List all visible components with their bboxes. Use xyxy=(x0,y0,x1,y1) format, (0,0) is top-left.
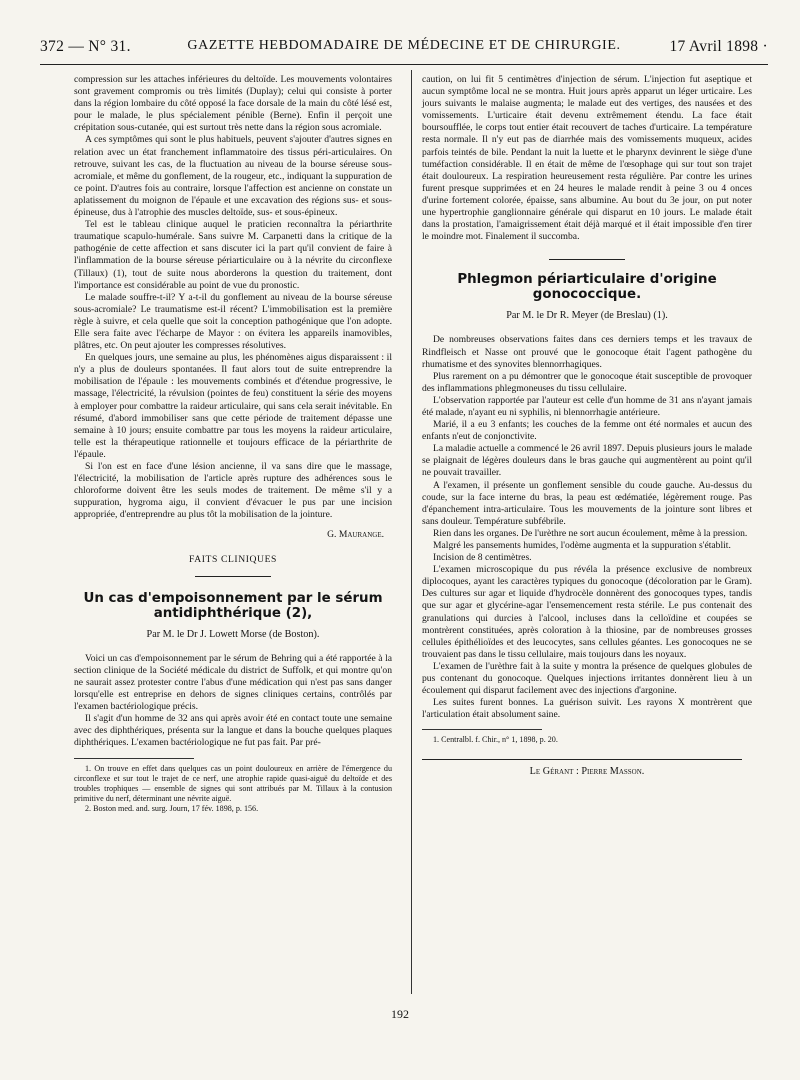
footnote-rule xyxy=(74,758,194,759)
paragraph: En quelques jours, une semaine au plus, les phénomènes aigus disparaissent : il n'y a plus de douleurs spontanées. Il faut alors tout de suite entreprendre la mobilisation de l'épaule : les mouvements combinés et d'étendue progressive, le massage, l'électricité, la révulsion (pointes de feu) constituent la série des moyens à employer pour combattre la raideur articulaire, qui sans cela serait inévitable. En résumé, d'abord immobiliser sans que cette période de traitement dépasse une semaine à 10 jours; ensuite combattre par tous les moyens la raideur articulaire, telle est la thérapeutique rationnelle et toujours efficace de la périarthrite de l'épaule. xyxy=(74,352,392,460)
paragraph: Voici un cas d'empoisonnement par le sérum de Behring qui a été rapportée à la section clinique de la Société médicale du district de Suffolk, et qui montre qu'on ne saurait assez protester contre l'abus d'une médication qui n'est pas sans danger lorsqu'elle est entreprise en dehors de signes cliniques certains, contrôlés par l'examen bactériologique précis. xyxy=(74,652,392,713)
signature-text: G. Maurange. xyxy=(327,529,384,541)
paragraph: De nombreuses observations faites dans ces derniers temps et les travaux de Rindfleisch et Nasse ont prouvé que le gonocoque était l'agent pathogène du rhumatisme et des synovites blennorrhagiques. xyxy=(422,334,752,370)
paragraph: compression sur les attaches inférieures du deltoïde. Les mouvements volontaires sont gravement compromis ou très limités (Duplay); celui qui consiste à porter dans la région lombaire du côté opposé la face dorsale de la main du côté lésé est, pour le malade, le plus spécialement pénible (Berne). Enfin il perçoit une crépitation sous-cutanée, qui est surtout très nette dans la région sous acromiale. xyxy=(74,74,392,134)
section-label: FAITS CLINIQUES xyxy=(189,553,277,565)
article-byline: Par M. le Dr R. Meyer (de Breslau) (1). xyxy=(506,310,668,322)
paragraph: L'observation rapportée par l'auteur est celle d'un homme de 31 ans n'ayant jamais été malade, n'ayant eu ni syphilis, ni blennorrhagie antérieure. xyxy=(422,394,752,418)
paragraph: Tel est le tableau clinique auquel le praticien reconnaîtra la périarthrite traumatique scapulo-humérale. Sans suivre M. Carpanetti dans la critique de la pathogénie de cette affection et sans discuter ici la part qu'il convient de faire à l'inflammation de la bourse séreuse périarticulaire ou à la névrite du circonflexe (Tillaux) (1), tout de suite nous aborderons la question du traitement, dont l'importance est considérable au point de vue du pronostic. xyxy=(74,219,392,291)
footnote: 2. Boston med. and. surg. Journ, 17 fév. 1898, p. 156. xyxy=(85,803,259,813)
bottom-rule xyxy=(422,759,742,760)
folio-number: 192 xyxy=(391,1007,409,1021)
section-rule xyxy=(549,259,625,260)
right-column xyxy=(422,74,752,779)
paragraph: Il s'agit d'un homme de 32 ans qui après avoir été en contact toute une semaine avec des diphthériques, présenta sur la langue et dans la bouche quelques plaques diphthériques. L'examen bactériologique ne fut pas fait. Par pré- xyxy=(74,713,392,749)
header-rule xyxy=(40,64,768,65)
paragraph: La maladie actuelle a commencé le 26 avril 1897. Depuis plusieurs jours le malade se plaignait de légères douleurs dans le bras gauche qui augmentèrent au point qu'il ne pouvait travailler. xyxy=(422,443,752,479)
paragraph: Plus rarement on a pu démontrer que le gonocoque était susceptible de provoquer des inflammations phlegmoneuses du tissu cellulaire. xyxy=(422,370,752,394)
paragraph: A ces symptômes qui sont le plus habituels, peuvent s'ajouter d'autres signes en relation avec un état franchement inflammatoire des tissus péri-articulaires. On retrouve, suivant les cas, de la fluctuation au niveau de la bourse séreuse sous-acromiale, et même du gonflement, de la rougeur, etc., indiquant la suppuration de ce point. D'autres fois au contraire, lorsque l'affection est ancienne on constate un aplatissement du moignon de l'épaule et une excavation des régions sus- et sous-épineuse, dus à l'atrophie des muscles deltoïde, sus- et sous-épineux. xyxy=(74,134,392,219)
author-signature xyxy=(74,529,384,541)
paragraph: Les suites furent bonnes. La guérison suivit. Les rayons X montrèrent que l'articulation était absolument saine. xyxy=(422,697,752,721)
left-column xyxy=(74,74,392,814)
paragraph: A l'examen, il présente un gonflement sensible du coude gauche. Au-dessus du coude, sur la face interne du bras, la peau est œdématiée, légèrement rouge. Pas d'épanchement intra-articulaire. Tous les mouvements de la jointure sont libres et sans douleur. Température subfébrile. xyxy=(422,479,752,527)
paragraph: Marié, il a eu 3 enfants; les couches de la femme ont été normales et aucun des enfants n'eut de conjonctivite. xyxy=(422,419,752,443)
page-number: 372 — N° 31. xyxy=(40,38,131,55)
article-title: Phlegmon périarticulaire d'origine gonococcique. xyxy=(457,272,717,303)
footnote: 1. On trouve en effet dans quelques cas un point douloureux en arrière de l'émergence du circonflexe et sur tout le trajet de ce nerf, une atrophie rapide quasi-aiguë du deltoïde et des troubles trophiques — ensemble de signes qui sont attribués par M. Tillaux à la contusion primitive du nerf, déterminant une névrite aiguë. xyxy=(74,763,392,803)
running-header xyxy=(40,38,768,58)
article-byline: Par M. le Dr J. Lowett Morse (de Boston). xyxy=(146,628,320,640)
section-rule xyxy=(195,576,271,577)
journal-title: GAZETTE HEBDOMADAIRE DE MÉDECINE ET DE CHIRURGIE. xyxy=(187,38,621,53)
paragraph: L'examen de l'urèthre fait à la suite y montra la présence de quelques globules de pus contenant du gonocoque. Quelques injections irritantes donnèrent lieu à un écoulement qui disparut facilement avec des injections d'argonine. xyxy=(422,660,752,697)
paragraph: Le malade souffre-t-il? Y a-t-il du gonflement au niveau de la bourse séreuse sous-acromiale? Le traumatisme est-il récent? L'immobilisation est la première règle à suivre, et cela quelle que soit la conception pathogénique que l'on adopte. Elle sera faite avec l'écharpe de Mayor : on évitera les appareils inamovibles, plâtres, etc. On peut ajouter les compresses résolutives. xyxy=(74,291,392,352)
publisher-text: Le Gérant : Pierre Masson. xyxy=(529,766,645,778)
article-title: Un cas d'empoisonnement par le sérum antidiphthérique (2), xyxy=(83,590,383,621)
paragraph: Si l'on est en face d'une lésion ancienne, il va sans dire que le massage, l'électricité, la mobilisation de l'article après rupture des adhérences sous le chloroforme doivent être les seuls modes de traitement. De même s'il y a suppuration, hygroma aigu, il convient d'évacuer le pus par une incision appropriée, d'entreprendre au plus tôt la mobilisation de la jointure. xyxy=(74,461,392,521)
footnote: 1. Centralbl. f. Chir., n° 1, 1898, p. 20. xyxy=(433,735,558,745)
issue-date: 17 Avril 1898 · xyxy=(669,38,768,55)
paragraph: L'examen microscopique du pus révéla la présence exclusive de nombreux diplocoques, ayant les caractères typiques du gonocoque (décoloration par le Gram). Des cultures sur agar et liquide d'hydrocèle donnèrent des gonocoques types, tandis que sur agar et glycérine-agar l'ensemencement resta stérile. Le pus contenait des granulations qui durcies à l'alcool, incluses dans la celloïdine et coupées se montrèrent constituées, après coloration à la thiosine, par de nombreuses grosses cellules épithélioïdes et des leucocytes, sans cellules géantes. Les gonocoques ne se trouvaient pas dans le tissu cellulaire, mais toujours dans les noyaux. xyxy=(422,564,752,660)
column-divider xyxy=(411,70,412,994)
paragraph: Incision de 8 centimètres. xyxy=(433,552,532,564)
footnote-rule xyxy=(422,729,542,730)
publisher-line xyxy=(422,766,752,778)
paragraph: Rien dans les organes. De l'urèthre ne sort aucun écoulement, même à la pression. xyxy=(433,527,748,539)
paragraph: caution, on lui fit 5 centimètres d'injection de sérum. L'injection fut aseptique et aucun symptôme local ne se montra. Huit jours après apparut un léger urticaire. Les jours suivants le malaise augmenta; le malade eut des vertiges, des nausées et des vomissements. L'urticaire était devenu extrêmement étendu. La face était boursoufflée, le corps tout entier était recouvert de taches d'urticaire. La température resta normale. Il n'y eut pas de diarrhée mais des vomissements muqueux, acides parfois teintés de bile. Pendant la nuit la luette et le pharynx devinrent le siège d'une tuméfaction considérable. Il en était de même de l'œsophage qui sur tout son trajet était douloureux. La respiration heureusement resta régulière. Par contre les urines furent presque supprimées et en 24 heures le malade rendit à peine 3 ou 4 onces d'urine fortement colorée, épaisse, sans albumine. Au bout du 3e jour, on put noter une hypertrophie ganglionnaire générale qui disparut en 10 jours. Le malade était dans la prostation, l'amaigrissement était déjà marqué et il était impossible d'en tirer le moindre mot. Finalement il succomba. xyxy=(422,74,752,243)
paragraph: Malgré les pansements humides, l'odème augmenta et la suppuration s'établit. xyxy=(433,540,731,551)
